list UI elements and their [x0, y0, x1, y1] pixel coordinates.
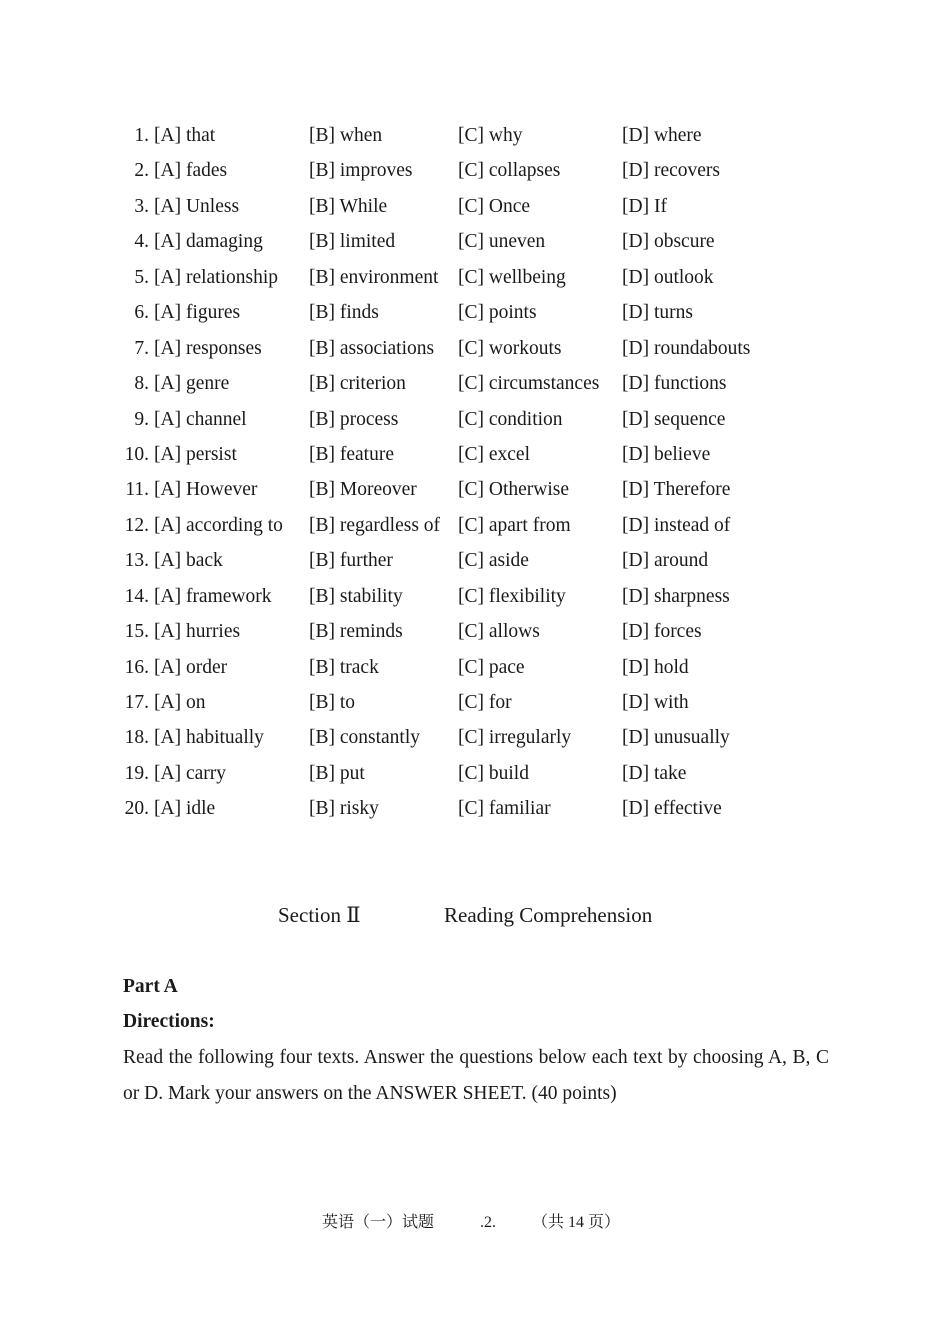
option-b: [B] process [309, 408, 399, 430]
option-d: [D] unusually [622, 727, 730, 749]
option-b: [B] further [309, 550, 393, 572]
option-d: [D] outlook [622, 266, 714, 288]
option-b: [B] improves [309, 160, 413, 182]
option-b: [B] criterion [309, 373, 406, 395]
option-b: [B] environment [309, 266, 439, 288]
question-row [0, 685, 950, 720]
option-a: [A] persist [154, 443, 237, 465]
question-number: 11. [125, 479, 149, 501]
question-number: 15. [124, 621, 149, 643]
option-a: [A] responses [154, 337, 262, 359]
option-d: [D] take [622, 762, 687, 784]
question-row [0, 437, 950, 472]
option-a: [A] channel [154, 408, 247, 430]
question-row [0, 756, 950, 791]
option-a: [A] framework [154, 585, 272, 607]
option-a: [A] back [154, 550, 223, 572]
option-b: [B] put [309, 762, 365, 784]
question-number: 7. [134, 337, 149, 359]
option-a: [A] that [154, 125, 216, 146]
question-number: 14. [124, 585, 149, 607]
option-b: [B] Moreover [309, 479, 417, 501]
option-c: [C] uneven [458, 231, 546, 253]
option-a: [A] idle [154, 798, 216, 820]
footer-total-pages: （共 14 页） [532, 1214, 621, 1231]
option-c: [C] circumstances [458, 373, 600, 395]
option-b: [B] risky [309, 798, 379, 820]
option-b: [B] feature [309, 443, 394, 465]
question-row [0, 260, 950, 295]
option-b: [B] reminds [309, 621, 403, 643]
option-b: [B] constantly [309, 727, 421, 749]
option-d: [D] instead of [622, 514, 731, 536]
footer-subject: 英语（一）试题 [322, 1214, 435, 1231]
option-a: [A] relationship [154, 266, 279, 288]
question-number: 8. [134, 373, 149, 395]
question-number: 2. [134, 160, 149, 182]
question-number: 19. [124, 762, 149, 784]
directions-text: Read the following four texts. Answer the questions below each text by choosing A, B, C or D. Mark your answers on the ANSWER SHEET. (40 points) [123, 1047, 829, 1104]
option-b: [B] stability [309, 585, 403, 607]
question-row [0, 614, 950, 649]
option-b: [B] to [309, 692, 356, 713]
option-d: [D] obscure [622, 231, 715, 253]
option-d: [D] where [622, 125, 702, 146]
question-row [0, 791, 950, 826]
option-d: [D] effective [622, 798, 722, 820]
option-c: [C] aside [458, 550, 529, 572]
option-c: [C] allows [458, 621, 540, 643]
directions-label: Directions: [123, 1011, 215, 1032]
option-a: [A] figures [154, 302, 241, 324]
option-d: [D] functions [622, 373, 727, 395]
option-c: [C] pace [458, 656, 525, 678]
option-d: [D] Therefore [622, 479, 731, 501]
option-a: [A] according to [154, 514, 283, 536]
question-number: 9. [134, 408, 149, 430]
option-d: [D] roundabouts [622, 337, 751, 359]
option-b: [B] when [309, 125, 383, 146]
question-number: 12. [124, 514, 149, 536]
option-d: [D] forces [622, 621, 702, 643]
question-row [0, 295, 950, 330]
question-row [0, 153, 950, 188]
option-c: [C] Once [458, 195, 531, 217]
option-b: [B] track [309, 656, 379, 678]
option-d: [D] sequence [622, 408, 726, 430]
option-b: [B] While [309, 195, 388, 217]
question-row [0, 579, 950, 614]
option-a: [A] carry [154, 762, 226, 784]
option-c: [C] points [458, 302, 537, 324]
option-c: [C] excel [458, 443, 531, 465]
part-title: Part A [123, 976, 178, 997]
option-d: [D] recovers [622, 160, 720, 182]
question-row [0, 189, 950, 224]
question-row [0, 543, 950, 578]
option-c: [C] build [458, 762, 529, 784]
option-a: [A] Unless [154, 195, 240, 217]
question-number: 20. [124, 798, 149, 820]
option-c: [C] flexibility [458, 585, 566, 607]
option-a: [A] on [154, 692, 206, 713]
option-c: [C] familiar [458, 798, 551, 820]
option-c: [C] wellbeing [458, 266, 566, 288]
footer-page-number: .2. [480, 1214, 496, 1231]
option-b: [B] finds [309, 302, 379, 324]
option-c: [C] collapses [458, 160, 561, 182]
option-c: [C] apart from [458, 514, 571, 536]
option-c: [C] workouts [458, 337, 562, 359]
option-d: [D] If [622, 195, 667, 217]
question-number: 17. [124, 692, 149, 713]
option-d: [D] hold [622, 656, 689, 678]
option-b: [B] associations [309, 337, 435, 359]
option-a: [A] damaging [154, 231, 263, 253]
option-b: [B] limited [309, 231, 396, 253]
question-row [0, 331, 950, 366]
option-d: [D] with [622, 692, 689, 713]
option-c: [C] irregularly [458, 727, 572, 749]
question-row [0, 720, 950, 755]
question-number: 5. [134, 266, 149, 288]
option-d: [D] turns [622, 302, 693, 324]
question-number: 10. [124, 443, 149, 465]
option-d: [D] believe [622, 443, 711, 465]
question-row [0, 508, 950, 543]
option-c: [C] condition [458, 408, 563, 430]
question-number: 4. [134, 231, 149, 253]
section-title: Reading Comprehension [444, 903, 653, 927]
question-row [0, 366, 950, 401]
option-a: [A] fades [154, 160, 228, 182]
question-number: 16. [124, 656, 149, 678]
option-c: [C] why [458, 125, 523, 146]
question-number: 6. [134, 302, 149, 324]
option-a: [A] genre [154, 373, 230, 395]
question-row [0, 224, 950, 259]
question-row [0, 118, 950, 153]
question-number: 18. [124, 727, 149, 749]
cloze-options-list [0, 118, 950, 827]
section-label: Section Ⅱ [278, 903, 361, 927]
option-d: [D] sharpness [622, 585, 730, 607]
option-c: [C] Otherwise [458, 479, 570, 501]
option-a: [A] habitually [154, 727, 264, 749]
option-a: [A] order [154, 656, 228, 678]
question-number: 1. [134, 125, 149, 146]
option-b: [B] regardless of [309, 514, 441, 536]
question-number: 13. [124, 550, 149, 572]
question-row [0, 650, 950, 685]
option-c: [C] for [458, 692, 512, 713]
question-row [0, 402, 950, 437]
option-a: [A] However [154, 479, 258, 501]
question-number: 3. [134, 195, 149, 217]
option-a: [A] hurries [154, 621, 241, 643]
question-row [0, 472, 950, 507]
option-d: [D] around [622, 550, 709, 572]
